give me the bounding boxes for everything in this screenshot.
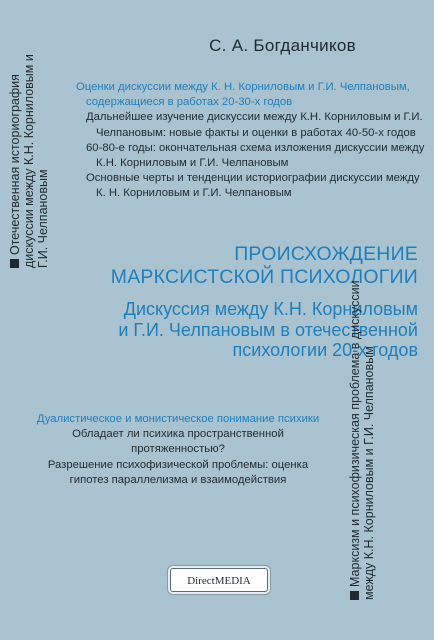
contents-item: Основные черты и тенденции историографии дискуссии между К. Н. Корниловым и Г.И. Челпановым xyxy=(86,172,420,200)
author-name: С. А. Богданчиков xyxy=(209,36,356,55)
left-vertical-caption xyxy=(8,36,50,268)
book-subtitle: Дискуссия между К.Н. Корниловым и Г.И. Челпановым в отечественной психологии 20-х годов xyxy=(118,299,418,360)
contents-item: Дальнейшее изучение дискуссии между К.Н. Корниловым и Г.И. Челпановым: новые факты и оценки в работах 40-50-х годов xyxy=(86,111,423,139)
right-vertical-caption-text: Марксизм и психофизическая проблема в дискуссии между К.Н. Корниловым и Г.И. Челпановым xyxy=(348,280,376,600)
contents-item: Оценки дискуссии между К. Н. Корниловым и Г.И. Челпановым, содержащиеся в работах 20-30-х годов xyxy=(76,81,410,109)
publisher-logo-mark xyxy=(174,572,264,588)
publisher-logo xyxy=(170,568,268,592)
description-line: Разрешение психофизической проблемы: оценка гипотез параллелизма и взаимодействия xyxy=(47,458,309,486)
publisher-logo-text: DirectMEDIA xyxy=(187,575,251,587)
contents-list xyxy=(76,80,426,202)
square-bullet-icon xyxy=(10,259,19,268)
right-vertical-caption xyxy=(348,280,376,600)
description-block xyxy=(30,412,326,488)
square-bullet-icon xyxy=(350,591,359,600)
contents-item: 60-80-е годы: окончательная схема изложения дискуссии между К.Н. Корниловым и Г.И. Челпановым xyxy=(86,141,425,170)
description-line: Обладает ли психика пространственной протяженностью? xyxy=(72,428,284,456)
left-vertical-caption-text: Отечественная историография дискуссии между К.Н. Корниловым и Г.И. Челпановым xyxy=(8,54,50,268)
book-title: ПРОИСХОЖДЕНИЕ МАРКСИСТСКОЙ ПСИХОЛОГИИ xyxy=(110,243,418,288)
description-highlight: Дуалистическое и монистическое понимание психики xyxy=(36,413,320,425)
